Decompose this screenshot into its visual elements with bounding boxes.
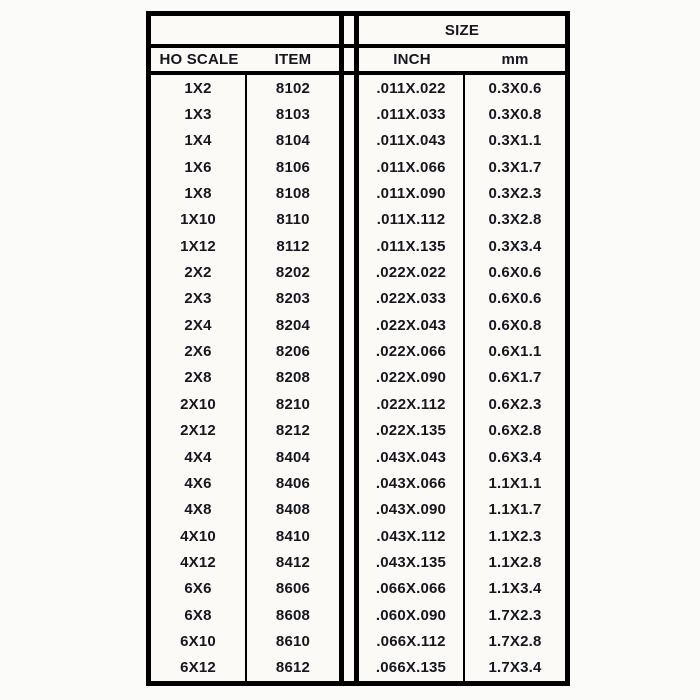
inch-cell: .043X.043 (359, 444, 465, 470)
item-cell: 8412 (275, 553, 311, 571)
gap-header-cell (339, 48, 359, 75)
ho-scale-cell: 1X4 (151, 128, 247, 154)
inch-cell: .066X.066 (359, 576, 465, 602)
mm-cell: 1.7X2.8 (488, 632, 542, 650)
gap-cell (339, 470, 359, 496)
gap-cell (339, 523, 359, 549)
mm-cell: 1.1X3.4 (488, 580, 542, 598)
gap-header-cell (339, 16, 359, 48)
gap-cell (339, 391, 359, 417)
item-cell: 8606 (275, 580, 311, 598)
inch-cell: .066X.135 (359, 655, 465, 681)
mm-cell: 0.6X0.6 (488, 290, 542, 308)
inch-cell: .060X.090 (359, 602, 465, 628)
gap-cell (339, 233, 359, 259)
item-cell: 8106 (275, 158, 311, 176)
item-cell: 8102 (275, 79, 311, 97)
item-cell: 8610 (275, 632, 311, 650)
mm-cell: 0.3X3.4 (488, 237, 542, 255)
ho-scale-cell: 6X10 (151, 628, 247, 654)
ho-scale-cell: 1X12 (151, 233, 247, 259)
inch-cell: .011X.135 (359, 233, 465, 259)
mm-cell: 0.6X0.6 (488, 264, 542, 282)
item-cell: 8612 (275, 659, 311, 677)
item-cell: 8208 (275, 369, 311, 387)
mm-cell: 0.3X2.8 (488, 211, 542, 229)
size-header: SIZE (359, 16, 565, 48)
inch-cell: .022X.033 (359, 286, 465, 312)
gap-cell (339, 365, 359, 391)
inch-cell: .011X.043 (359, 128, 465, 154)
inch-cell: .011X.033 (359, 101, 465, 127)
item-cell: 8103 (275, 106, 311, 124)
ho-scale-cell: 1X2 (151, 75, 247, 101)
ho-scale-cell: 1X6 (151, 154, 247, 180)
ho-scale-cell: 4X10 (151, 523, 247, 549)
ho-scale-cell: 4X12 (151, 549, 247, 575)
ho-scale-cell: 2X12 (151, 418, 247, 444)
mm-cell: 1.7X3.4 (488, 659, 542, 677)
gap-cell (339, 628, 359, 654)
mm-cell: 0.6X3.4 (488, 448, 542, 466)
inch-cell: .011X.066 (359, 154, 465, 180)
gap-cell (339, 75, 359, 101)
ho-scale-cell: 2X4 (151, 312, 247, 338)
inch-cell: .066X.112 (359, 628, 465, 654)
ho-scale-cell: 1X3 (151, 101, 247, 127)
gap-cell (339, 101, 359, 127)
inch-column-header: INCH (359, 48, 465, 75)
item-cell: 8202 (275, 264, 311, 282)
item-cell: 8110 (276, 211, 310, 229)
inch-cell: .011X.022 (359, 75, 465, 101)
ho-scale-cell: 4X8 (151, 497, 247, 523)
item-cell: 8104 (275, 132, 311, 150)
ho-scale-cell: 4X6 (151, 470, 247, 496)
mm-cell: 0.6X0.8 (488, 316, 542, 334)
item-cell: 8210 (275, 395, 311, 413)
inch-cell: .022X.112 (359, 391, 465, 417)
item-column-header: ITEM (247, 48, 339, 75)
gap-cell (339, 286, 359, 312)
mm-column-header: mm (465, 48, 565, 75)
mm-cell: 0.3X1.7 (488, 158, 542, 176)
inch-cell: .022X.022 (359, 259, 465, 285)
gap-cell (339, 602, 359, 628)
mm-cell: 1.1X1.7 (488, 501, 542, 519)
gap-cell (339, 259, 359, 285)
item-cell: 8408 (275, 501, 311, 519)
inch-cell: .011X.090 (359, 180, 465, 206)
gap-cell (339, 207, 359, 233)
item-cell: 8406 (275, 474, 311, 492)
ho-scale-cell: 6X6 (151, 576, 247, 602)
empty-header-cell (151, 16, 339, 48)
mm-cell: 1.1X1.1 (488, 474, 542, 492)
ho-scale-cell: 6X12 (151, 655, 247, 681)
gap-cell (339, 154, 359, 180)
mm-cell: 0.3X0.6 (488, 79, 542, 97)
inch-cell: .022X.135 (359, 418, 465, 444)
ho-scale-column-header: HO SCALE (151, 48, 247, 75)
ho-scale-cell: 2X6 (151, 338, 247, 364)
mm-cell: 1.1X2.3 (488, 527, 542, 545)
mm-cell: 1.7X2.3 (488, 606, 542, 624)
item-cell: 8112 (276, 237, 310, 255)
mm-cell: 0.3X1.1 (488, 132, 542, 150)
ho-scale-cell: 4X4 (151, 444, 247, 470)
gap-cell (339, 338, 359, 364)
mm-cell: 0.3X2.3 (488, 185, 542, 203)
ho-scale-cell: 1X8 (151, 180, 247, 206)
mm-cell: 0.6X1.1 (488, 343, 542, 361)
mm-cell: 1.1X2.8 (488, 553, 542, 571)
item-cell: 8410 (275, 527, 311, 545)
gap-cell (339, 418, 359, 444)
inch-cell: .022X.090 (359, 365, 465, 391)
gap-cell (339, 497, 359, 523)
ho-scale-cell: 6X8 (151, 602, 247, 628)
item-cell: 8206 (275, 343, 311, 361)
mm-cell: 0.3X0.8 (488, 106, 542, 124)
gap-cell (339, 655, 359, 681)
inch-cell: .043X.112 (359, 523, 465, 549)
item-cell: 8404 (275, 448, 311, 466)
inch-cell: .022X.043 (359, 312, 465, 338)
mm-cell: 0.6X1.7 (488, 369, 542, 387)
ho-scale-cell: 2X10 (151, 391, 247, 417)
gap-cell (339, 180, 359, 206)
gap-cell (339, 128, 359, 154)
ho-scale-cell: 2X8 (151, 365, 247, 391)
item-cell: 8608 (275, 606, 311, 624)
ho-scale-cell: 2X3 (151, 286, 247, 312)
inch-cell: .043X.090 (359, 497, 465, 523)
gap-cell (339, 576, 359, 602)
ho-scale-cell: 1X10 (151, 207, 247, 233)
mm-cell: 0.6X2.8 (488, 422, 542, 440)
inch-cell: .043X.066 (359, 470, 465, 496)
item-cell: 8204 (275, 316, 311, 334)
gap-cell (339, 549, 359, 575)
inch-cell: .022X.066 (359, 338, 465, 364)
gap-cell (339, 312, 359, 338)
gap-cell (339, 444, 359, 470)
item-cell: 8108 (275, 185, 311, 203)
item-cell: 8212 (275, 422, 311, 440)
inch-cell: .011X.112 (359, 207, 465, 233)
ho-scale-cell: 2X2 (151, 259, 247, 285)
item-cell: 8203 (275, 290, 311, 308)
inch-cell: .043X.135 (359, 549, 465, 575)
scale-table (146, 11, 570, 686)
mm-cell: 0.6X2.3 (488, 395, 542, 413)
